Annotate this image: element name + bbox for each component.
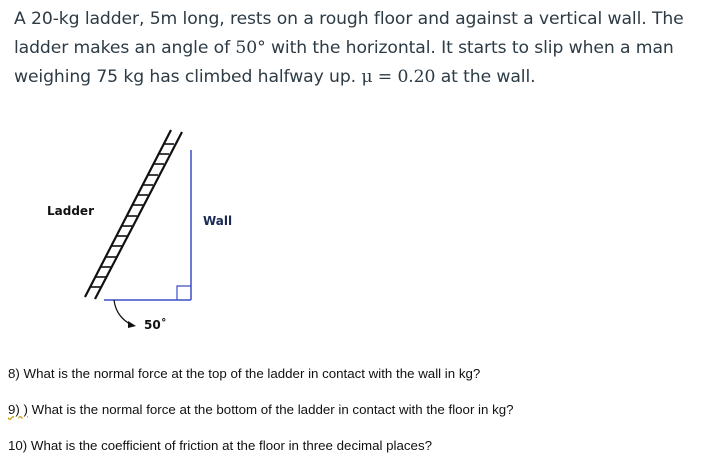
right-angle-marker (177, 286, 191, 300)
wall-label: Wall (203, 214, 233, 228)
questions-list (8, 366, 698, 474)
ladder-label: Ladder (47, 204, 94, 218)
ladder-diagram-svg (40, 122, 260, 347)
question-9-number: 9) ) (8, 402, 28, 417)
question-8: 8) What is the normal force at the top of the ladder in contact with the wall in kg? (8, 366, 481, 381)
problem-text-part3: at the wall. (435, 67, 536, 87)
mu-equation: μ = 0.20 (361, 67, 436, 87)
problem-statement (14, 5, 694, 92)
ladder-rail-right (95, 132, 182, 299)
angle-arrowhead (128, 321, 136, 328)
question-10: 10) What is the coefficient of friction at the floor in three decimal places? (8, 438, 432, 453)
ladder-wall-diagram (40, 122, 260, 347)
problem-text-part1: A 20-kg ladder, 5m long, rests on a rough floor and against a vertical wall. The ladder makes an angle of (14, 9, 684, 58)
ladder-rungs (90, 144, 174, 287)
angle-value: 50° (235, 38, 266, 58)
question-9 (8, 402, 698, 420)
problem-text-part2: with the horizontal. It starts to slip when a man weighing 75 kg has climbed halfway up. (14, 38, 674, 87)
question-9-text: What is the normal force at the bottom of the ladder in contact with the floor in kg? (27, 402, 514, 417)
ladder-rail-left (85, 130, 171, 297)
angle-arc (114, 300, 130, 324)
angle-label: 50˚ (144, 318, 167, 332)
